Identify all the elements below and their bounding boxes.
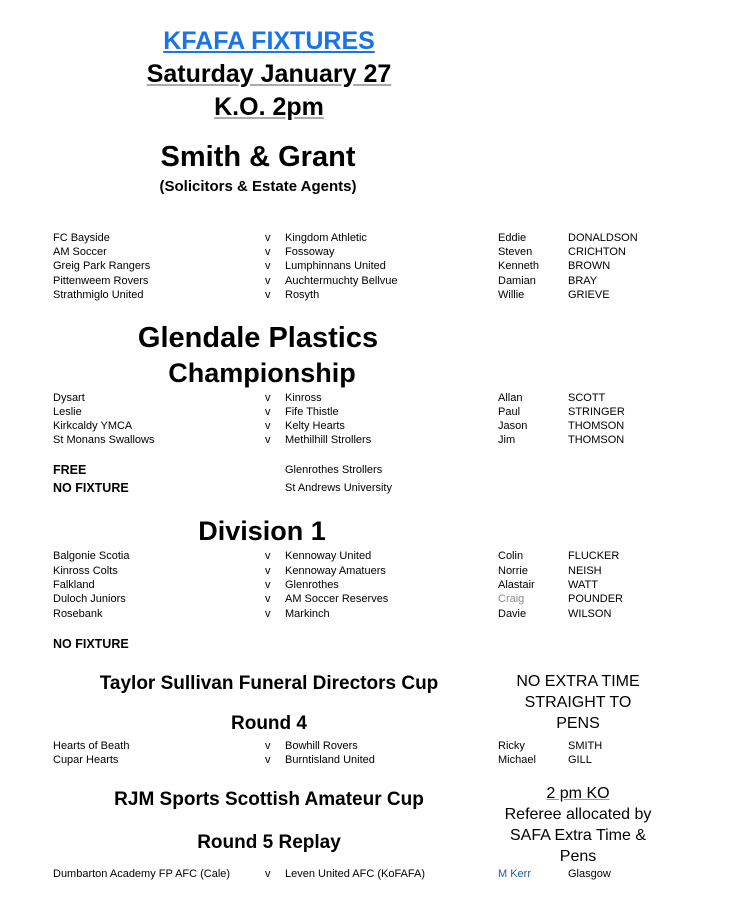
no-fixture-row (0, 481, 750, 497)
round-4-heading: Round 4 (231, 713, 307, 734)
versus: v (265, 246, 271, 258)
versus: v (265, 608, 271, 620)
referee-last-name: DONALDSON (568, 232, 638, 244)
rjm-cup-heading: RJM Sports Scottish Amateur Cup (114, 789, 424, 810)
versus: v (265, 420, 271, 432)
home-team: Dumbarton Academy FP AFC (Cale) (53, 868, 231, 880)
home-team: Dysart (53, 392, 85, 404)
home-team: St Monans Swallows (53, 434, 155, 446)
referee-name: M Kerr (498, 868, 531, 880)
referee-last-name: BRAY (568, 275, 598, 287)
referee-last-name: GRIEVE (568, 289, 610, 301)
free-row (0, 463, 750, 479)
referee-last-name: WATT (568, 579, 598, 591)
versus: v (265, 434, 271, 446)
referee-first-name: Jim (498, 434, 516, 446)
away-team: Rosyth (285, 289, 320, 301)
home-team: Balgonie Scotia (53, 550, 130, 562)
away-team: Burntisland United (285, 754, 375, 766)
home-team: Greig Park Rangers (53, 260, 151, 272)
away-team: Kinross (285, 392, 322, 404)
note-line: Referee allocated by (504, 806, 652, 823)
home-team: Hearts of Beath (53, 740, 130, 752)
away-team: Fossoway (285, 246, 335, 258)
no-fixture-label: NO FIXTURE (53, 637, 129, 651)
referee-last-name: THOMSON (568, 420, 625, 432)
fixture-row (0, 259, 750, 273)
away-team: Kennoway United (285, 550, 372, 562)
home-team: Cupar Hearts (53, 754, 119, 766)
referee-last-name: SMITH (568, 740, 603, 752)
referee-first-name: Craig (498, 593, 525, 605)
fixture-row (0, 739, 750, 753)
fixture-row (0, 867, 750, 881)
away-team: Lumphinnans United (285, 260, 386, 272)
extra-time-note (490, 671, 666, 734)
home-team: Duloch Juniors (53, 593, 126, 605)
free-team: Glenrothes Strollers (285, 464, 383, 476)
home-team: AM Soccer (53, 246, 107, 258)
referee-last-name: STRINGER (568, 406, 625, 418)
page-title: KFAFA FIXTURES (163, 27, 375, 55)
home-team: Rosebank (53, 608, 103, 620)
versus: v (265, 565, 271, 577)
referee-first-name: Davie (498, 608, 527, 620)
versus: v (265, 392, 271, 404)
fixture-row (0, 288, 750, 302)
home-team: FC Bayside (53, 232, 110, 244)
smith-grant-heading: Smith & Grant (160, 141, 356, 173)
fixture-row (0, 564, 750, 578)
referee-first-name: Eddie (498, 232, 527, 244)
away-team: Auchtermuchty Bellvue (285, 275, 398, 287)
fixture-row (0, 405, 750, 419)
away-team: Fife Thistle (285, 406, 339, 418)
referee-last-name: GILL (568, 754, 592, 766)
referee-last-name: SCOTT (568, 392, 606, 404)
ko-note: 2 pm KO (546, 785, 610, 802)
fixture-row (0, 607, 750, 621)
note-line: NO EXTRA TIME (516, 673, 640, 690)
referee-first-name: Steven (498, 246, 533, 258)
kick-off-time: K.O. 2pm (214, 93, 324, 121)
referee-first-name: Kenneth (498, 260, 539, 272)
versus: v (265, 754, 271, 766)
away-team: Kelty Hearts (285, 420, 345, 432)
home-team: Falkland (53, 579, 95, 591)
referee-first-name: Paul (498, 406, 521, 418)
away-team: Methilhill Strollers (285, 434, 372, 446)
note-line: Pens (559, 848, 597, 865)
away-team: Bowhill Rovers (285, 740, 358, 752)
referee-last-name: THOMSON (568, 434, 625, 446)
smith-grant-subheading: (Solicitors & Estate Agents) (159, 178, 357, 195)
versus: v (265, 593, 271, 605)
away-team: Markinch (285, 608, 330, 620)
fixture-row (0, 433, 750, 447)
versus: v (265, 275, 271, 287)
versus: v (265, 232, 271, 244)
referee-first-name: Norrie (498, 565, 528, 577)
versus: v (265, 868, 271, 880)
no-fixture-team: St Andrews University (285, 482, 392, 494)
referee-last-name: WILSON (568, 608, 612, 620)
glendale-heading: Glendale Plastics (137, 322, 379, 354)
referee-first-name: Michael (498, 754, 536, 766)
referee-first-name: Alastair (498, 579, 535, 591)
referee-last-name: NEISH (568, 565, 602, 577)
no-fixture-label: NO FIXTURE (53, 481, 129, 495)
versus: v (265, 579, 271, 591)
referee-first-name: Ricky (498, 740, 525, 752)
taylor-sullivan-heading: Taylor Sullivan Funeral Directors Cup (99, 673, 439, 694)
fixture-row (0, 231, 750, 245)
away-team: Leven United AFC (KoFAFA) (285, 868, 426, 880)
versus: v (265, 289, 271, 301)
fixture-row (0, 578, 750, 592)
note-line: PENS (556, 715, 600, 732)
away-team: Kingdom Athletic (285, 232, 367, 244)
no-fixture-row (0, 637, 750, 653)
versus: v (265, 550, 271, 562)
referee-last-name: BROWN (568, 260, 611, 272)
note-line: SAFA Extra Time & (509, 827, 647, 844)
fixture-date: Saturday January 27 (146, 60, 392, 88)
note-line: STRAIGHT TO (524, 694, 632, 711)
division-1-heading: Division 1 (198, 516, 326, 546)
fixture-row (0, 753, 750, 767)
fixture-row (0, 391, 750, 405)
home-team: Strathmiglo United (53, 289, 144, 301)
referee-first-name: Allan (498, 392, 523, 404)
fixture-row (0, 419, 750, 433)
referee-first-name: Willie (498, 289, 525, 301)
home-team: Leslie (53, 406, 82, 418)
referee-last-name: FLUCKER (568, 550, 620, 562)
referee-last-name: POUNDER (568, 593, 624, 605)
referee-last-name: CRICHTON (568, 246, 626, 258)
home-team: Kinross Colts (53, 565, 118, 577)
versus: v (265, 740, 271, 752)
referee-note (486, 783, 670, 867)
referee-first-name: Jason (498, 420, 528, 432)
referee-first-name: Colin (498, 550, 524, 562)
versus: v (265, 260, 271, 272)
home-team: Kirkcaldy YMCA (53, 420, 133, 432)
away-team: AM Soccer Reserves (285, 593, 389, 605)
away-team: Kennoway Amatuers (285, 565, 386, 577)
referee-location: Glasgow (568, 868, 611, 880)
championship-heading: Championship (168, 358, 356, 388)
referee-first-name: Damian (498, 275, 536, 287)
fixture-row (0, 549, 750, 563)
home-team: Pittenweem Rovers (53, 275, 149, 287)
away-team: Glenrothes (285, 579, 339, 591)
versus: v (265, 406, 271, 418)
round-5-replay-heading: Round 5 Replay (197, 832, 341, 853)
note-line (486, 783, 670, 804)
fixture-row (0, 592, 750, 606)
fixture-row (0, 245, 750, 259)
free-label: FREE (53, 463, 87, 477)
fixture-row (0, 274, 750, 288)
